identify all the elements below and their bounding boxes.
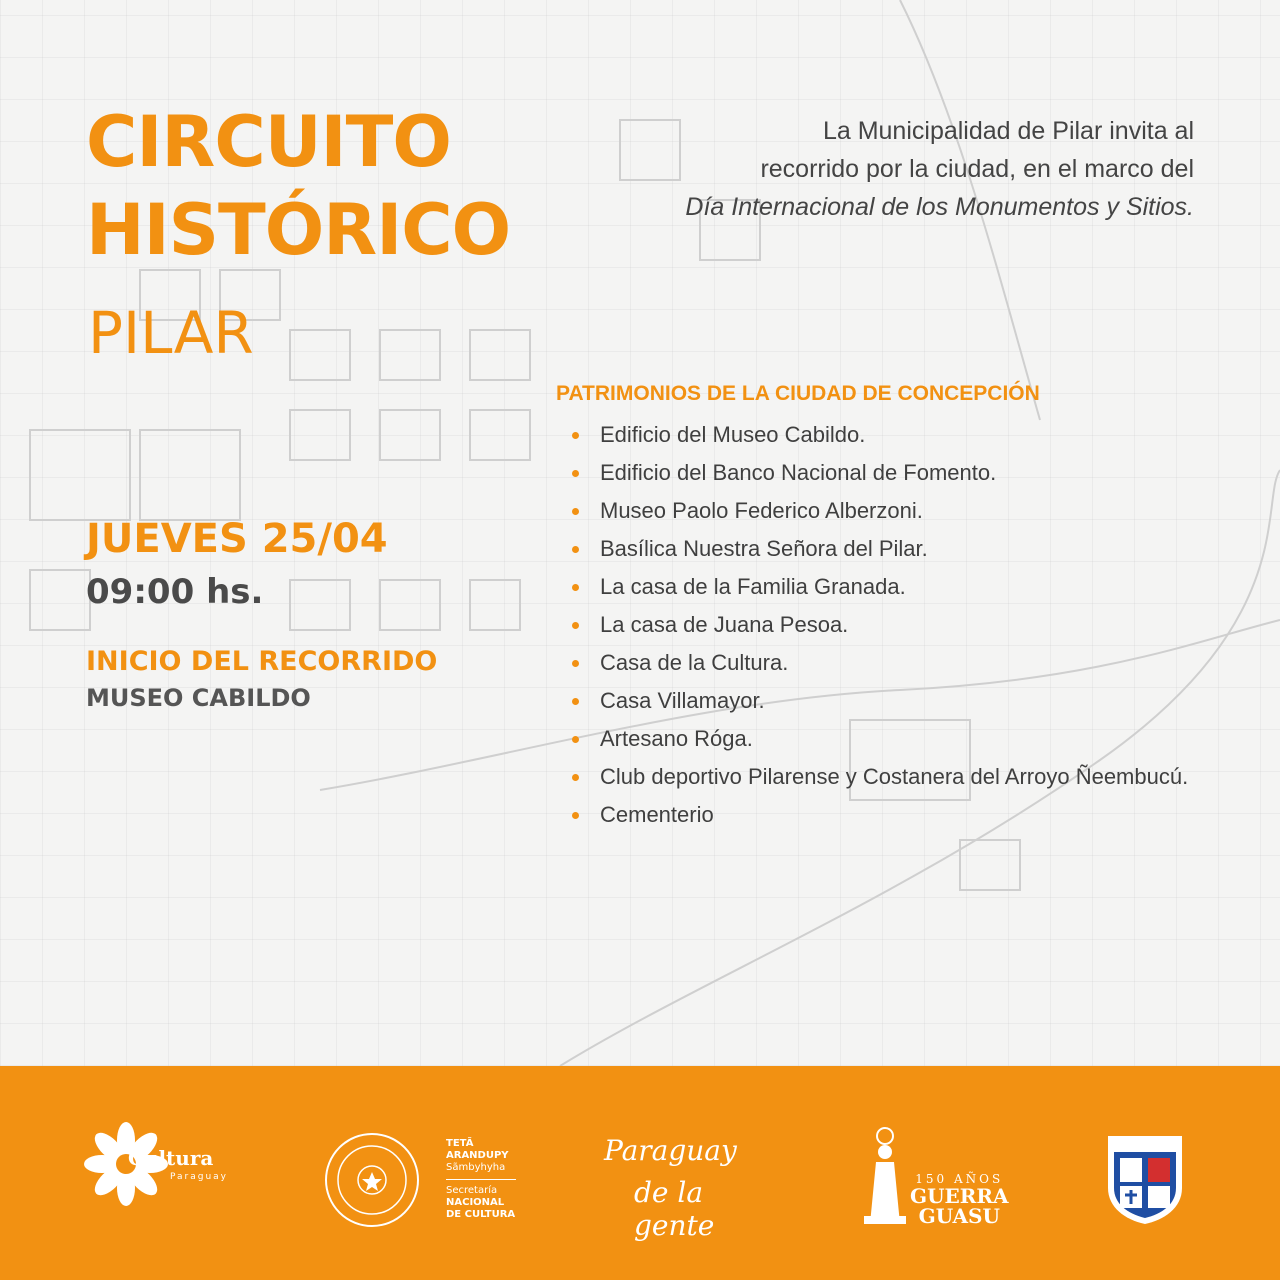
secretaria-text: TETÃ ARANDUPY Sãmbyhyha Secretaría NACIONAL DE CULTURA bbox=[446, 1138, 516, 1220]
intro-line-2: recorrido por la ciudad, en el marco del bbox=[760, 155, 1194, 183]
slogan-line-2: de la gente bbox=[634, 1176, 715, 1242]
heritage-list-title: PATRIMONIOS DE LA CIUDAD DE CONCEPCIÓN bbox=[556, 382, 1040, 405]
list-item: Cementerio bbox=[570, 798, 1210, 832]
cultura-sub: Paraguay bbox=[170, 1172, 229, 1182]
list-item: La casa de la Familia Granada. bbox=[570, 570, 1210, 604]
list-item: Club deportivo Pilarense y Costanera del Arroyo Ñeembucú. bbox=[570, 760, 1210, 794]
secretaria-logo bbox=[322, 1130, 532, 1230]
list-item: La casa de Juana Pesoa. bbox=[570, 608, 1210, 642]
event-date: JUEVES 25/04 bbox=[86, 516, 388, 562]
cultura-name: Cultura bbox=[128, 1146, 214, 1170]
heritage-list bbox=[570, 418, 1210, 836]
national-seal-icon bbox=[322, 1130, 422, 1230]
list-item: Edificio del Museo Cabildo. bbox=[570, 418, 1210, 452]
cultura-logo bbox=[84, 1122, 244, 1206]
list-item: Casa de la Cultura. bbox=[570, 646, 1210, 680]
secretaria-divider bbox=[446, 1179, 516, 1180]
intro-line-1: La Municipalidad de Pilar invita al bbox=[822, 117, 1194, 145]
slogan-line-1: Paraguay bbox=[604, 1134, 737, 1167]
pilar-coat-of-arms-logo bbox=[1100, 1132, 1190, 1226]
event-time: 09:00 hs. bbox=[86, 572, 264, 612]
list-item: Casa Villamayor. bbox=[570, 684, 1210, 718]
list-item: Artesano Róga. bbox=[570, 722, 1210, 756]
title-line-2: HISTÓRICO bbox=[86, 189, 511, 271]
guerra-guasu-logo bbox=[860, 1126, 1010, 1230]
paraguay-de-la-gente-logo bbox=[604, 1134, 784, 1242]
event-title bbox=[86, 98, 510, 274]
intro-text bbox=[574, 112, 1194, 226]
title-line-1: CIRCUITO bbox=[86, 101, 451, 183]
virgin-statue-icon bbox=[860, 1126, 910, 1226]
pilar-label: PILAR bbox=[1128, 1138, 1162, 1149]
list-item: Museo Paolo Federico Alberzoni. bbox=[570, 494, 1210, 528]
start-place: MUSEO CABILDO bbox=[86, 684, 311, 712]
list-item: Edificio del Banco Nacional de Fomento. bbox=[570, 456, 1210, 490]
guerra-guasu-text: 150 AÑOS GUERRA GUASU bbox=[910, 1172, 1009, 1228]
start-label: INICIO DEL RECORRIDO bbox=[86, 646, 438, 677]
list-item: Basílica Nuestra Señora del Pilar. bbox=[570, 532, 1210, 566]
title-city: PILAR bbox=[88, 299, 254, 367]
intro-line-3: Día Internacional de los Monumentos y Sitios. bbox=[685, 193, 1194, 221]
